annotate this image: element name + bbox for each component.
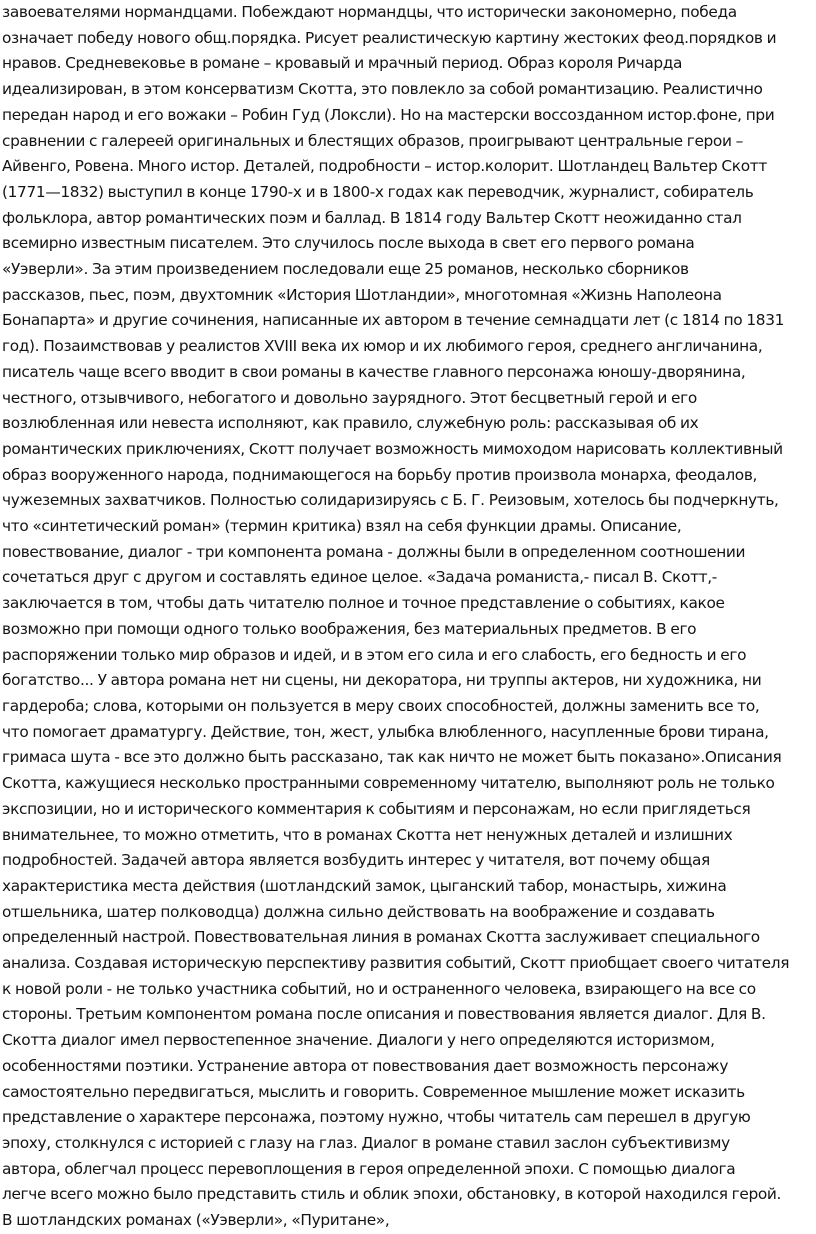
text-line: чужеземных захватчиков. Полностью солидаризируясь с Б. Г. Реизовым, хотелось бы подчеркнуть, <box>2 491 779 510</box>
text-line: подробностей. Задачей автора является возбудить интерес у читателя, вот почему общая <box>2 851 710 870</box>
text-line: экспозиции, но и исторического комментария к событиям и персонажам, но если приглядеться <box>2 799 751 818</box>
text-line: честного, отзывчивого, небогатого и довольно заурядного. Этот бесцветный герой и его <box>2 388 697 407</box>
text-line: возможно при помощи одного только воображения, без материальных предметов. В его <box>2 619 697 638</box>
text-line: внимательнее, то можно отметить, что в романах Скотта нет ненужных деталей и излишних <box>2 825 733 844</box>
text-line: романтических приключениях, Скотт получает возможность мимоходом нарисовать коллективный <box>2 439 783 458</box>
text-line: писатель чаще всего вводит в свои романы в качестве главного персонажа юношу-дворянина, <box>2 362 746 381</box>
text-line: анализа. Создавая историческую перспективу развития событий, Скотт приобщает своего читателя <box>2 954 790 973</box>
text-line: гардероба; слова, которыми он пользуется в меру своих способностей, должны заменить все то, <box>2 696 760 715</box>
text-line: Скотта, кажущиеся несколько пространными современному читателю, выполняют роль не только <box>2 774 775 793</box>
text-line: год). Позаимствовав у реалистов XVIII века их юмор и их любимого героя, среднего англичанина, <box>2 337 763 356</box>
text-line: что помогает драматургу. Действие, тон, жест, улыбка влюбленного, насупленные брови тирана, <box>2 722 769 741</box>
text-line: фольклора, автор романтических поэм и баллад. В 1814 году Вальтер Скотт неожиданно стал <box>2 208 742 227</box>
text-line: распоряжении только мир образов и идей, и в этом его сила и его слабость, его бедность и его <box>2 645 747 664</box>
text-line: определенный настрой. Повествовательная линия в романах Скотта заслуживает специального <box>2 928 760 947</box>
text-line: идеализирован, в этом консерватизм Скотта, это повлекло за собой романтизацию. Реалистично <box>2 80 763 99</box>
text-line: самостоятельно передвигаться, мыслить и говорить. Современное мышление может исказить <box>2 1082 745 1101</box>
text-line: В шотландских романах («Уэверли», «Пуритане», <box>2 1211 390 1230</box>
text-line: завоевателями нормандцами. Побеждают нормандцы, что исторически закономерно, победа <box>2 3 737 21</box>
text-line: всемирно известным писателем. Это случилось после выхода в свет его первого романа <box>2 234 695 253</box>
text-line: Скотта диалог имел первостепенное значение. Диалоги у него определяются историзмом, <box>2 1031 715 1050</box>
text-line: отшельника, шатер полководца) должна сильно действовать на воображение и создавать <box>2 902 715 921</box>
text-line: богатство... У автора романа нет ни сцены, ни декоратора, ни труппы актеров, ни художника, ни <box>2 671 762 690</box>
text-line: нравов. Средневековье в романе – кровавый и мрачный период. Образ короля Ричарда <box>2 54 683 73</box>
text-line: гримаса шута - все это должно быть рассказано, так как ничто не может быть показано».Описания <box>2 748 782 767</box>
text-line: образ вооруженного народа, поднимающегося на борьбу против произвола монарха, феодалов, <box>2 465 758 484</box>
text-line: заключается в том, чтобы дать читателю полное и точное представление о событиях, какое <box>2 594 725 613</box>
text-line: Бонапарта» и другие сочинения, написанные их автором в течение семнадцати лет (с 1814 по 1831 <box>2 311 785 330</box>
text-line: особенностями поэтики. Устранение автора от повествования дает возможность персонажу <box>2 1056 729 1075</box>
text-line: означает победу нового общ.порядка. Рисует реалистическую картину жестоких феод.порядков и <box>2 28 777 47</box>
text-line: стороны. Третьим компонентом романа после описания и повествования является диалог. Для В. <box>2 1005 766 1024</box>
text-line: легче всего можно было представить стиль и облик эпохи, обстановку, в которой находился герой. <box>2 1185 782 1204</box>
text-line: характеристика места действия (шотландский замок, цыганский табор, монастырь, хижина <box>2 876 727 895</box>
text-line: Айвенго, Ровена. Много истор. Деталей, подробности – истор.колорит. Шотландец Вальтер Скотт <box>2 157 767 176</box>
text-line: автора, облегчал процесс перевоплощения в героя определенной эпохи. С помощью диалога <box>2 1159 736 1178</box>
text-line: эпоху, столкнулся с историей с глазу на глаз. Диалог в романе ставил заслон субъективизму <box>2 1133 730 1152</box>
document-page <box>2 0 814 1234</box>
text-line: повествование, диалог - три компонента романа - должны были в определенном соотношении <box>2 542 746 561</box>
text-line: представление о характере персонажа, поэтому нужно, чтобы читатель сам перешел в другую <box>2 1108 751 1127</box>
text-line: передан народ и его вожаки – Робин Гуд (Локсли). Но на мастерски воссозданном истор.фоне, при <box>2 105 775 124</box>
text-line: что «синтетический роман» (термин критика) взял на себя функции драмы. Описание, <box>2 517 682 536</box>
text-line: рассказов, пьес, поэм, двухтомник «История Шотландии», многотомная «Жизнь Наполеона <box>2 285 722 304</box>
text-line: сравнении с галереей оригинальных и блестящих образов, проигрывают центральные герои – <box>2 131 743 150</box>
text-line: (1771—1832) выступил в конце 1790-х и в 1800-х годах как переводчик, журналист, собиратель <box>2 182 754 201</box>
text-line: сочетаться друг с другом и составлять единое целое. «Задача романиста,- писал В. Скотт,- <box>2 568 717 587</box>
text-line: к новой роли - не только участника событий, но и остраненного человека, взирающего на все со <box>2 979 756 998</box>
text-line: «Уэверли». За этим произведением последовали еще 25 романов, несколько сборников <box>2 260 689 279</box>
text-line: возлюбленная или невеста исполняют, как правило, служебную роль: рассказывая об их <box>2 414 699 433</box>
